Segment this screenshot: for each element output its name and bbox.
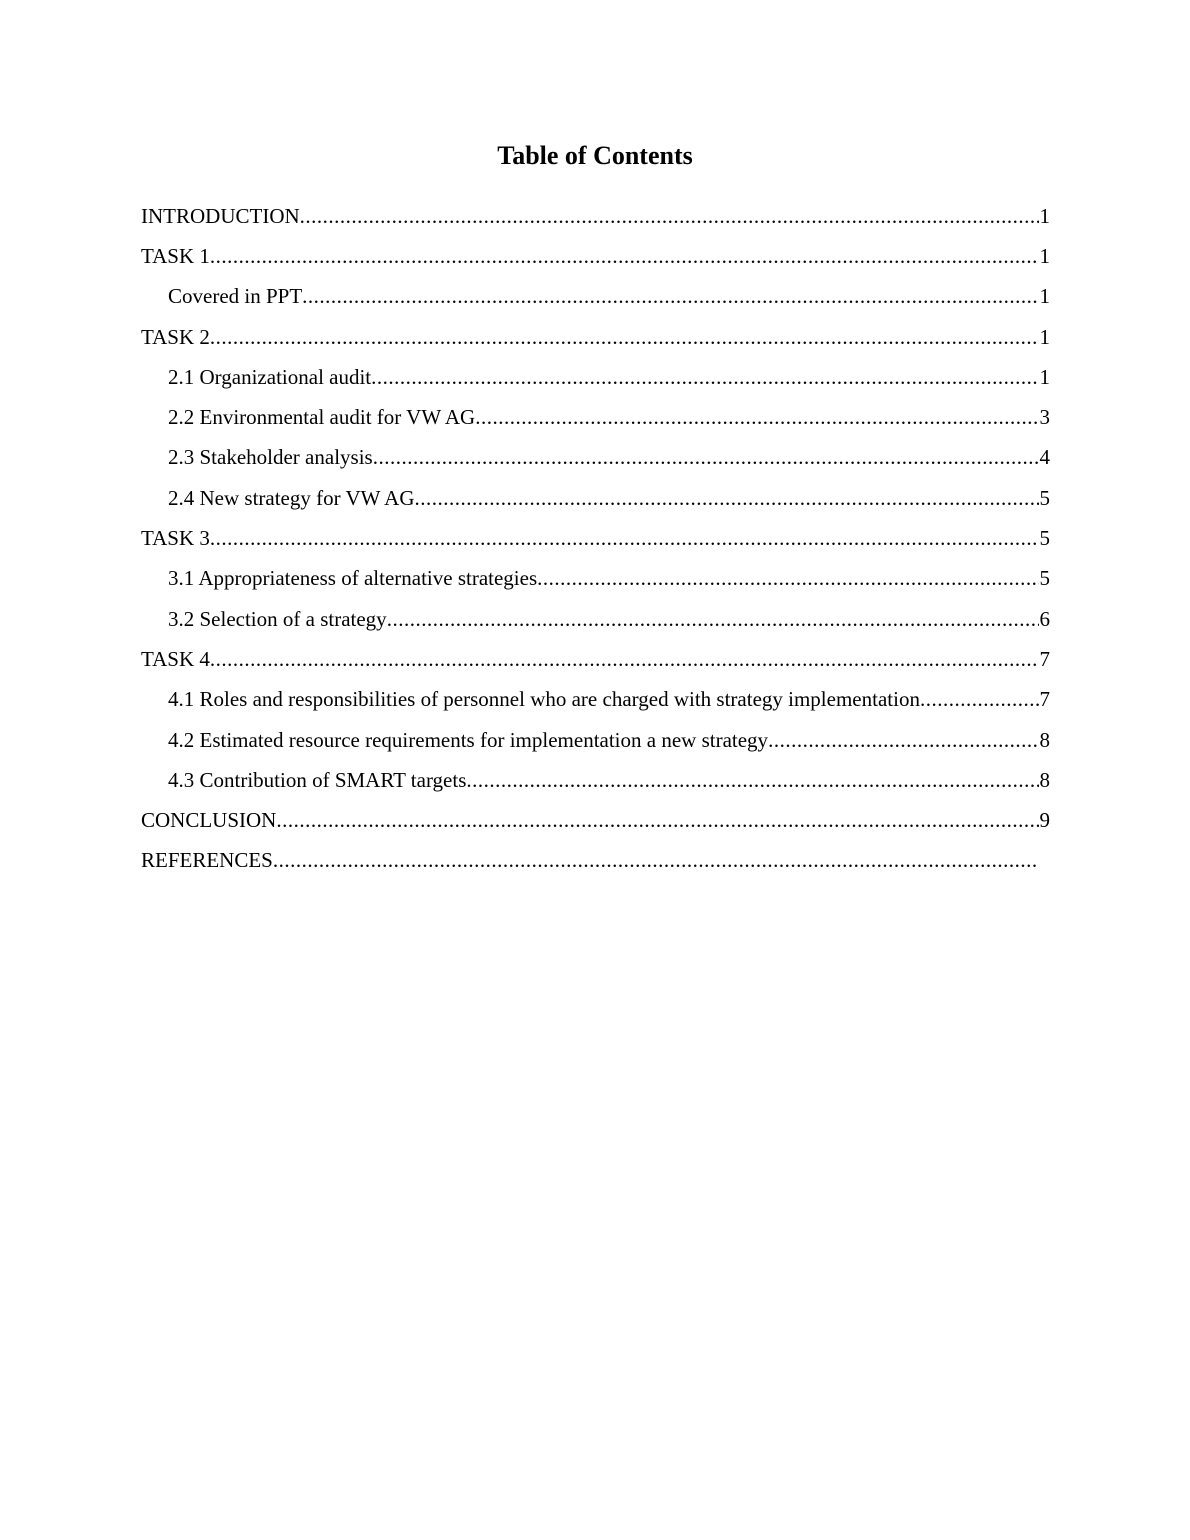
toc-entry-page: 7 bbox=[1039, 646, 1050, 671]
toc-entry-task-3[interactable] bbox=[141, 518, 1050, 558]
toc-entry-3-2[interactable] bbox=[141, 599, 1050, 639]
toc-entry-page: 5 bbox=[1039, 485, 1050, 510]
toc-entry-page: 1 bbox=[1039, 203, 1050, 228]
toc-dot-leader bbox=[210, 244, 1039, 269]
toc-entry-page: 7 bbox=[1039, 687, 1050, 712]
toc-entry-introduction[interactable] bbox=[141, 196, 1050, 236]
toc-entry-page: 1 bbox=[1039, 243, 1050, 268]
toc-entry-label: CONCLUSION bbox=[141, 808, 277, 833]
toc-entry-page: 5 bbox=[1039, 526, 1050, 551]
toc-dot-leader bbox=[475, 405, 1039, 430]
toc-entry-2-2[interactable] bbox=[141, 397, 1050, 437]
toc-list bbox=[141, 196, 1050, 881]
toc-entry-task-1[interactable] bbox=[141, 236, 1050, 276]
toc-dot-leader bbox=[210, 647, 1039, 672]
toc-entry-page: 9 bbox=[1039, 808, 1050, 833]
toc-entry-page: 1 bbox=[1039, 364, 1050, 389]
toc-entry-label: 2.3 Stakeholder analysis bbox=[168, 445, 373, 470]
toc-entry-page: 8 bbox=[1039, 767, 1050, 792]
toc-entry-4-3[interactable] bbox=[141, 760, 1050, 800]
toc-dot-leader bbox=[415, 486, 1039, 511]
toc-entry-covered-in-ppt[interactable] bbox=[141, 277, 1050, 317]
toc-entry-conclusion[interactable] bbox=[141, 800, 1050, 840]
toc-dot-leader bbox=[273, 848, 1039, 873]
toc-entry-4-1[interactable] bbox=[141, 680, 1050, 720]
toc-entry-label: 4.3 Contribution of SMART targets bbox=[168, 767, 467, 792]
toc-dot-leader bbox=[276, 808, 1039, 833]
toc-entry-task-4[interactable] bbox=[141, 639, 1050, 679]
toc-entry-label: 2.2 Environmental audit for VW AG bbox=[168, 405, 476, 430]
toc-entry-page: 1 bbox=[1039, 324, 1050, 349]
toc-dot-leader bbox=[300, 204, 1039, 229]
toc-entry-page: 6 bbox=[1039, 606, 1050, 631]
toc-entry-label: 2.4 New strategy for VW AG bbox=[168, 485, 415, 510]
toc-entry-label: Covered in PPT bbox=[168, 284, 303, 309]
toc-dot-leader bbox=[537, 566, 1039, 591]
toc-entry-label: 3.1 Appropriateness of alternative strategies bbox=[168, 566, 538, 591]
toc-dot-leader bbox=[302, 284, 1039, 309]
toc-entry-2-1[interactable] bbox=[141, 357, 1050, 397]
toc-entry-label: TASK 2 bbox=[141, 324, 210, 349]
toc-entry-2-3[interactable] bbox=[141, 438, 1050, 478]
toc-dot-leader bbox=[371, 365, 1039, 390]
toc-entry-4-2[interactable] bbox=[141, 720, 1050, 760]
toc-entry-label: 2.1 Organizational audit bbox=[168, 364, 372, 389]
toc-entry-3-1[interactable] bbox=[141, 559, 1050, 599]
toc-entry-page: 3 bbox=[1039, 405, 1050, 430]
toc-entry-label: INTRODUCTION bbox=[141, 203, 300, 228]
toc-entry-references[interactable] bbox=[141, 841, 1050, 881]
toc-dot-leader bbox=[210, 325, 1039, 350]
toc-dot-leader bbox=[466, 768, 1039, 793]
toc-entry-task-2[interactable] bbox=[141, 317, 1050, 357]
toc-entry-label: TASK 3 bbox=[141, 526, 210, 551]
toc-title: Table of Contents bbox=[497, 141, 693, 170]
toc-dot-leader bbox=[768, 728, 1039, 753]
toc-dot-leader bbox=[373, 445, 1039, 470]
toc-dot-leader bbox=[387, 607, 1039, 632]
toc-entry-label: TASK 1 bbox=[141, 243, 210, 268]
toc-entry-page: 8 bbox=[1039, 727, 1050, 752]
toc-entry-label: 4.2 Estimated resource requirements for implementation a new strategy bbox=[168, 727, 769, 752]
toc-entry-2-4[interactable] bbox=[141, 478, 1050, 518]
toc-entry-label: TASK 4 bbox=[141, 646, 210, 671]
toc-entry-label: REFERENCES bbox=[141, 848, 273, 873]
toc-dot-leader bbox=[920, 687, 1039, 712]
toc-dot-leader bbox=[210, 526, 1039, 551]
toc-entry-label: 3.2 Selection of a strategy bbox=[168, 606, 387, 631]
toc-entry-page: 1 bbox=[1039, 284, 1050, 309]
toc-entry-page: 5 bbox=[1039, 566, 1050, 591]
toc-entry-label: 4.1 Roles and responsibilities of personnel who are charged with strategy implementation bbox=[168, 687, 920, 712]
toc-entry-page: 4 bbox=[1039, 445, 1050, 470]
